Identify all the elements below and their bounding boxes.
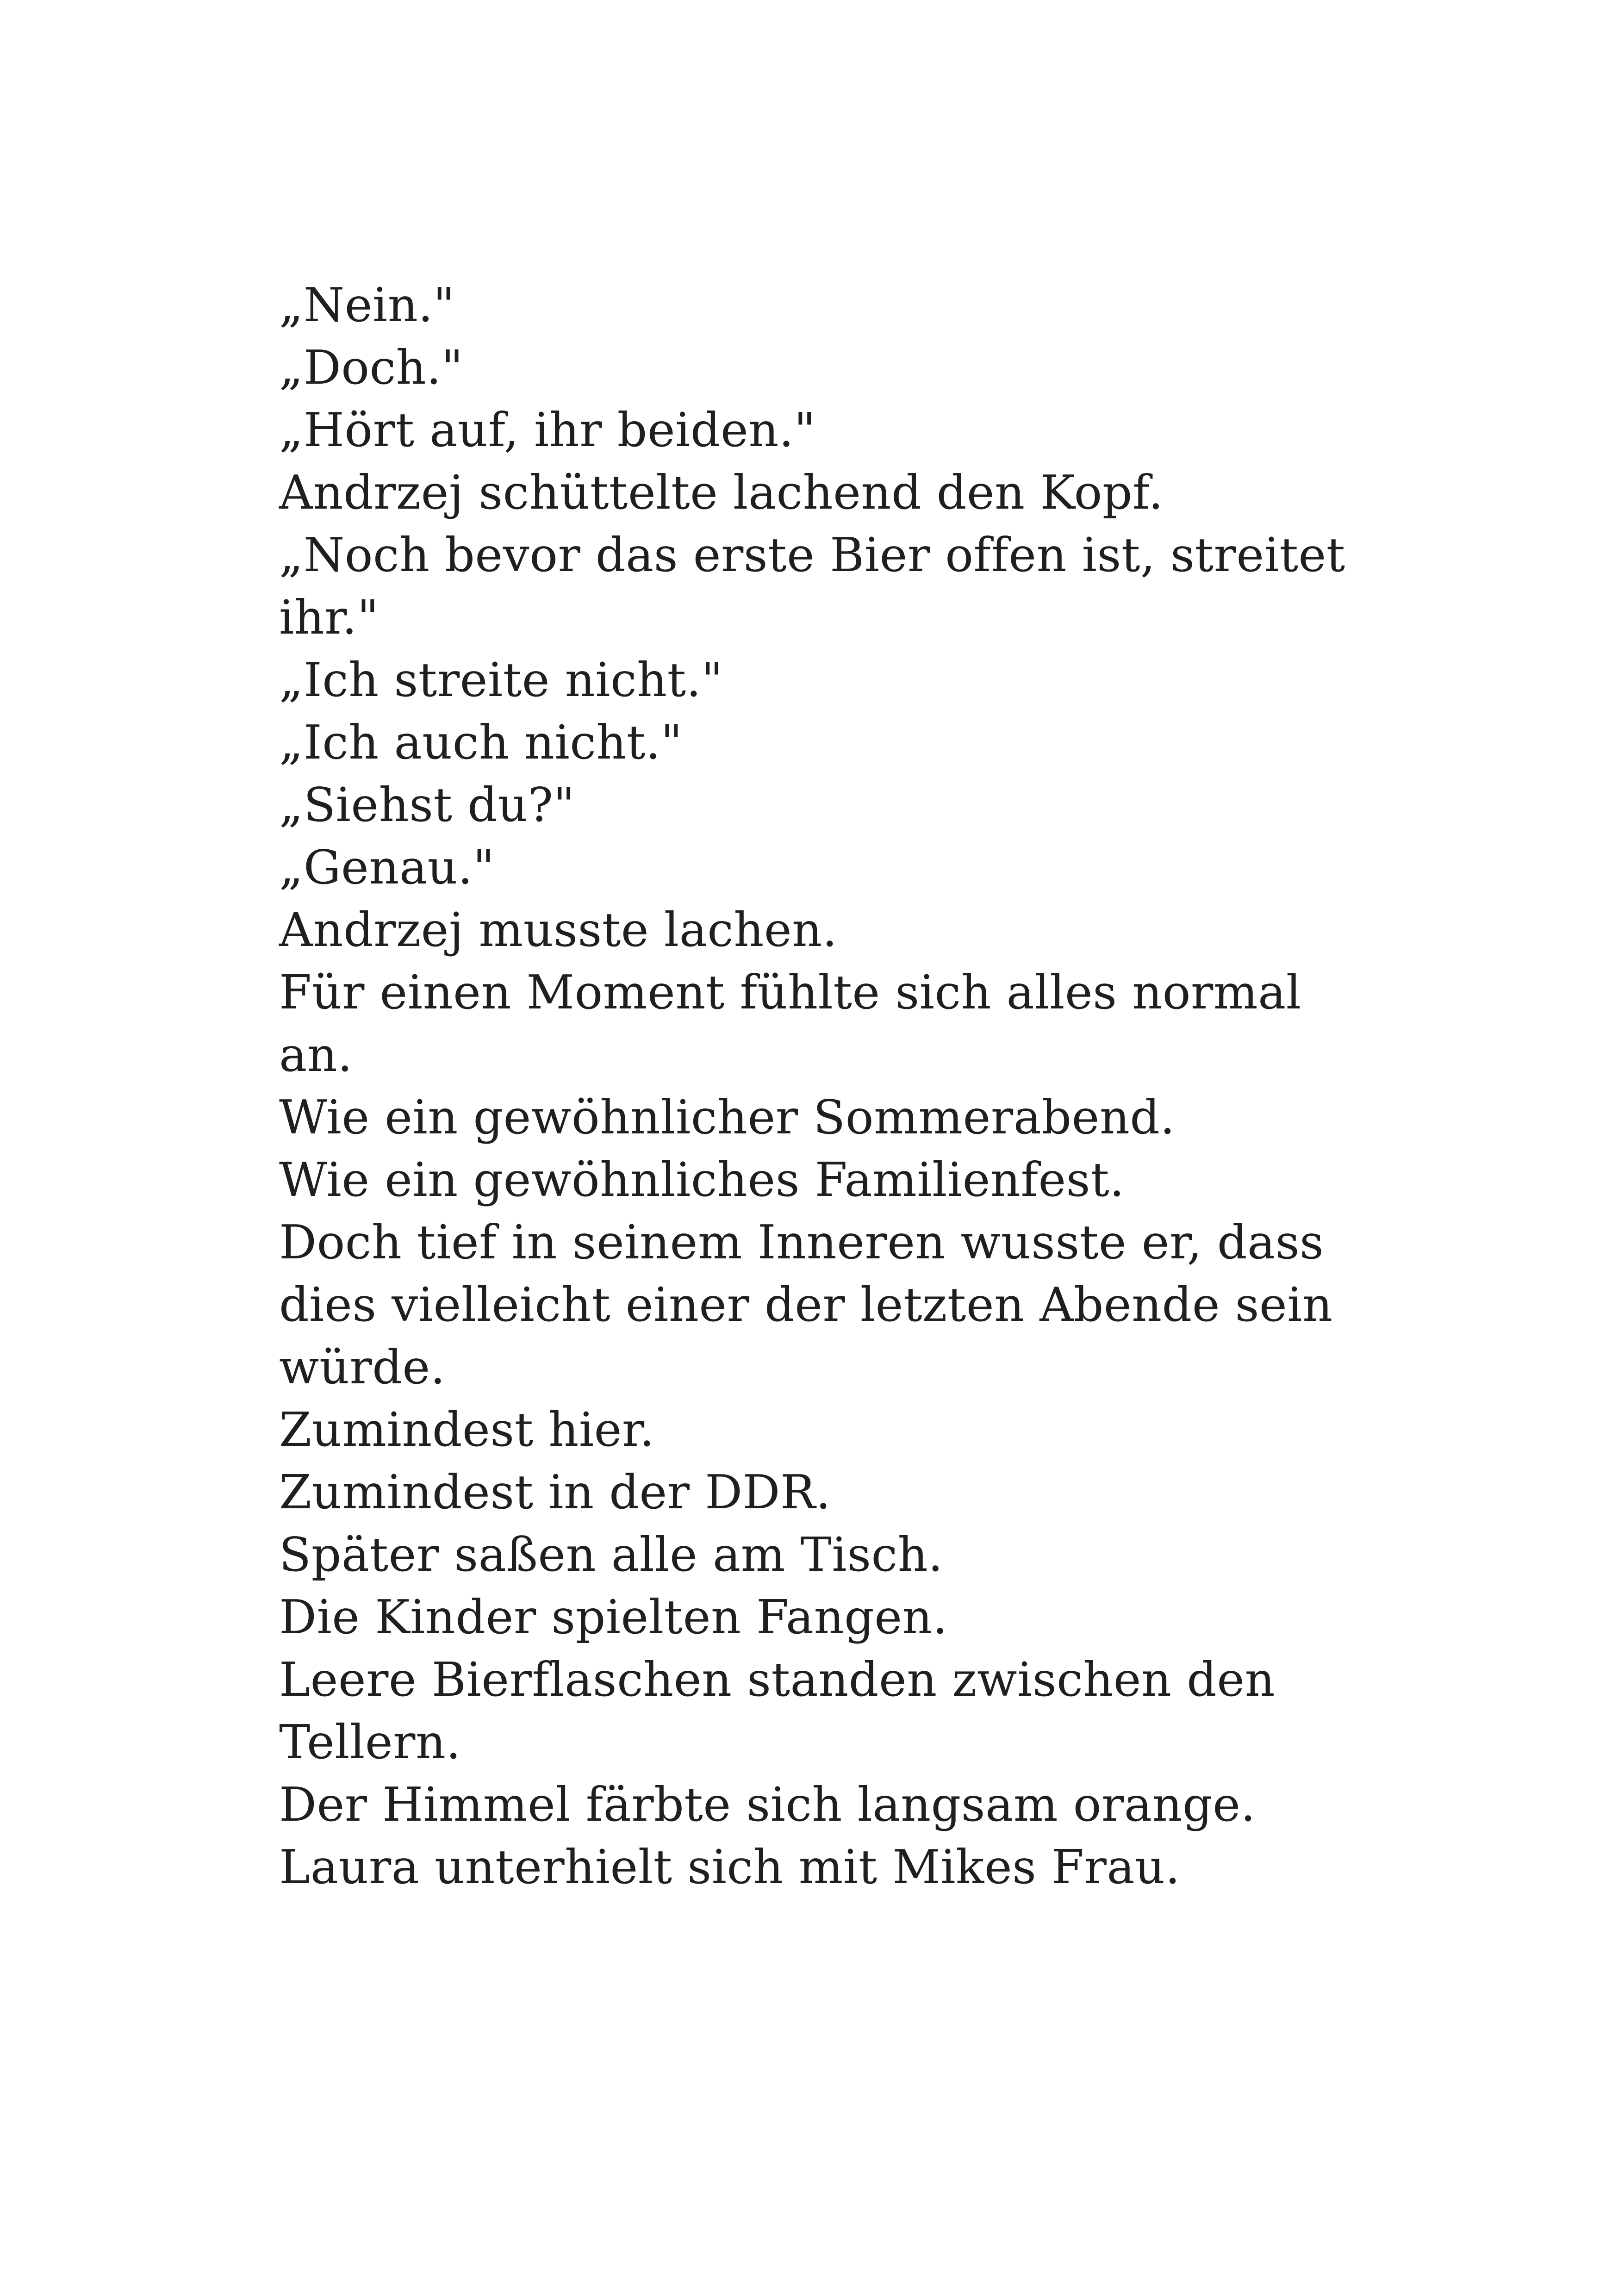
text-line: Leere Bierflaschen standen zwischen den (279, 1652, 1276, 1707)
text-line: „Noch bevor das erste Bier offen ist, streitet (279, 528, 1345, 582)
text-line: „Genau." (279, 840, 495, 895)
text-line: Andrzej musste lachen. (279, 902, 838, 957)
text-line: Andrzej schüttelte lachend den Kopf. (279, 465, 1164, 520)
text-line: Für einen Moment fühlte sich alles normal (279, 965, 1301, 1020)
text-line: dies vielleicht einer der letzten Abende sein (279, 1277, 1333, 1332)
text-line: ihr." (279, 590, 379, 645)
text-line: Wie ein gewöhnlicher Sommerabend. (279, 1090, 1176, 1145)
text-line: Die Kinder spielten Fangen. (279, 1590, 948, 1644)
text-line: an. (279, 1027, 353, 1082)
text-line: „Hört auf, ihr beiden." (279, 403, 816, 457)
text-line: Später saßen alle am Tisch. (279, 1527, 943, 1582)
text-line: „Siehst du?" (279, 778, 575, 832)
text-line: „Nein." (279, 278, 455, 332)
text-line: Doch tief in seinem Inneren wusste er, dass (279, 1215, 1324, 1269)
text-line: Zumindest hier. (279, 1402, 655, 1457)
text-line: „Ich auch nicht." (279, 715, 683, 770)
text-line: Tellern. (279, 1715, 461, 1769)
text-line: Laura unterhielt sich mit Mikes Frau. (279, 1840, 1181, 1894)
text-line: Wie ein gewöhnliches Familienfest. (279, 1152, 1125, 1207)
text-line: würde. (279, 1340, 446, 1394)
text-line: „Ich streite nicht." (279, 653, 723, 707)
text-line: Zumindest in der DDR. (279, 1465, 831, 1519)
text-line: „Doch." (279, 340, 463, 395)
text-line: Der Himmel färbte sich langsam orange. (279, 1777, 1256, 1832)
body-text (279, 274, 1353, 1898)
